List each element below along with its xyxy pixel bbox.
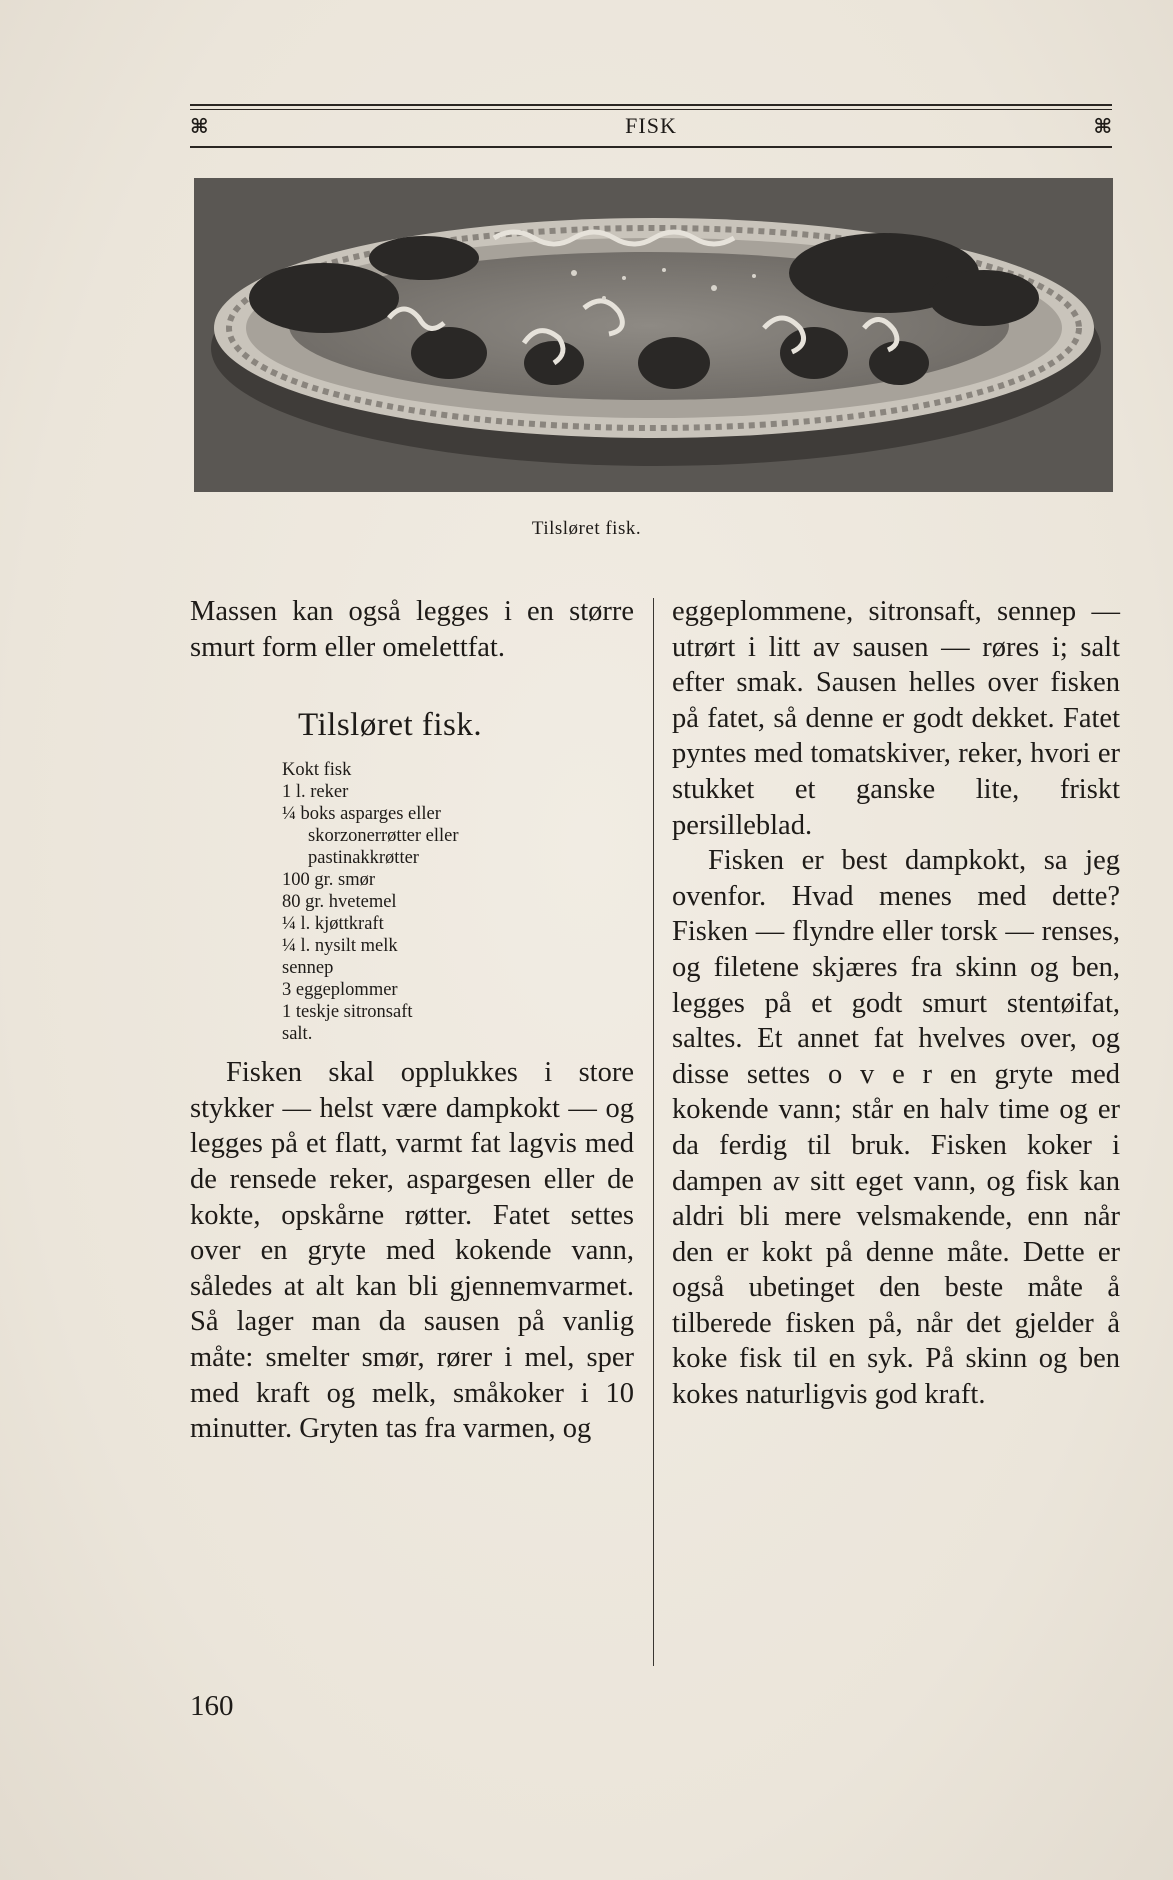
running-header (190, 104, 1112, 148)
ornament-left-icon: ⌘ (190, 114, 209, 138)
right-column (672, 594, 1120, 1413)
ingredient-item: ¼ l. nysilt melk (282, 936, 398, 957)
ingredient-item: salt. (282, 1024, 313, 1045)
page-number: 160 (190, 1690, 234, 1722)
ingredient-item: 80 gr. hvetemel (282, 892, 397, 913)
column-divider (653, 598, 654, 1666)
ingredient-item: sennep (282, 958, 334, 979)
ingredient-item: skorzonerrøtter eller (308, 826, 459, 847)
ingredient-item: 1 teskje sitronsaft (282, 1002, 413, 1023)
ingredient-item: ¼ boks asparges eller (282, 804, 441, 825)
recipe-title: Tilsløret fisk. (298, 707, 483, 744)
ingredient-item: pastinakkrøtter (308, 848, 419, 869)
body-paragraph: Fisken er best dampkokt, sa jeg ovenfor. Hvad menes med dette? Fisken — flyndre eller torsk — renses, og filetene skjæres fra skinn og ben, legges på et godt smurt stentøifat, saltes. Et annet fat hvelves over, og disse settes o v e r en gryte med kokende vann; står en halv time og er da ferdig til bruk. Fisken koker i dampen av sitt eget vann, og fisk kan aldri bli mere velsmakende, enn når den er kokt på denne måte. Dette er også ubetinget den beste måte å tilberede fisken på, når det gjelder å koke fisk til en syk. På skinn og ben kokes naturligvis god kraft. (672, 845, 1120, 1411)
left-column (190, 594, 634, 1447)
intro-paragraph: Massen kan også legges i en større smurt form eller omelettfat. (190, 596, 634, 663)
ingredient-item: ¼ l. kjøttkraft (282, 914, 384, 935)
ingredient-item: 1 l. reker (282, 782, 349, 803)
header-title: FISK (625, 113, 677, 138)
photo-caption: Tilsløret fisk. (531, 518, 642, 539)
fish-platter-illustration (194, 178, 1113, 492)
ingredient-item: Kokt fisk (282, 760, 352, 781)
ingredient-list (282, 759, 634, 1045)
ornament-right-icon: ⌘ (1093, 114, 1112, 138)
body-paragraph: eggeplommene, sitronsaft, sennep — utrørt i litt av sausen — røres i; salt efter smak. Sausen helles over fisken på fatet, så denne er godt dekket. Fatet pyntes med tomatskiver, reker, hvori er stukket et ganske lite, friskt persilleblad. (672, 596, 1120, 841)
fish-dish-photo (194, 178, 1113, 492)
ingredient-item: 100 gr. smør (282, 870, 376, 891)
body-paragraph: Fisken skal opplukkes i store stykker — helst være dampkokt — og legges på et flatt, varmt fat lagvis med de rensede reker, aspargesen eller de kokte, opskårne røtter. Fatet settes over en gryte med kokende vann, således at alt kan bli gjennemvarmet. Så lager man da sausen på vanlig måte: smelter smør, rører i mel, sper med kraft og melk, småkoker i 10 minutter. Gryten tas fra varmen, og (190, 1057, 634, 1445)
ingredient-item: 3 eggeplommer (282, 980, 398, 1001)
